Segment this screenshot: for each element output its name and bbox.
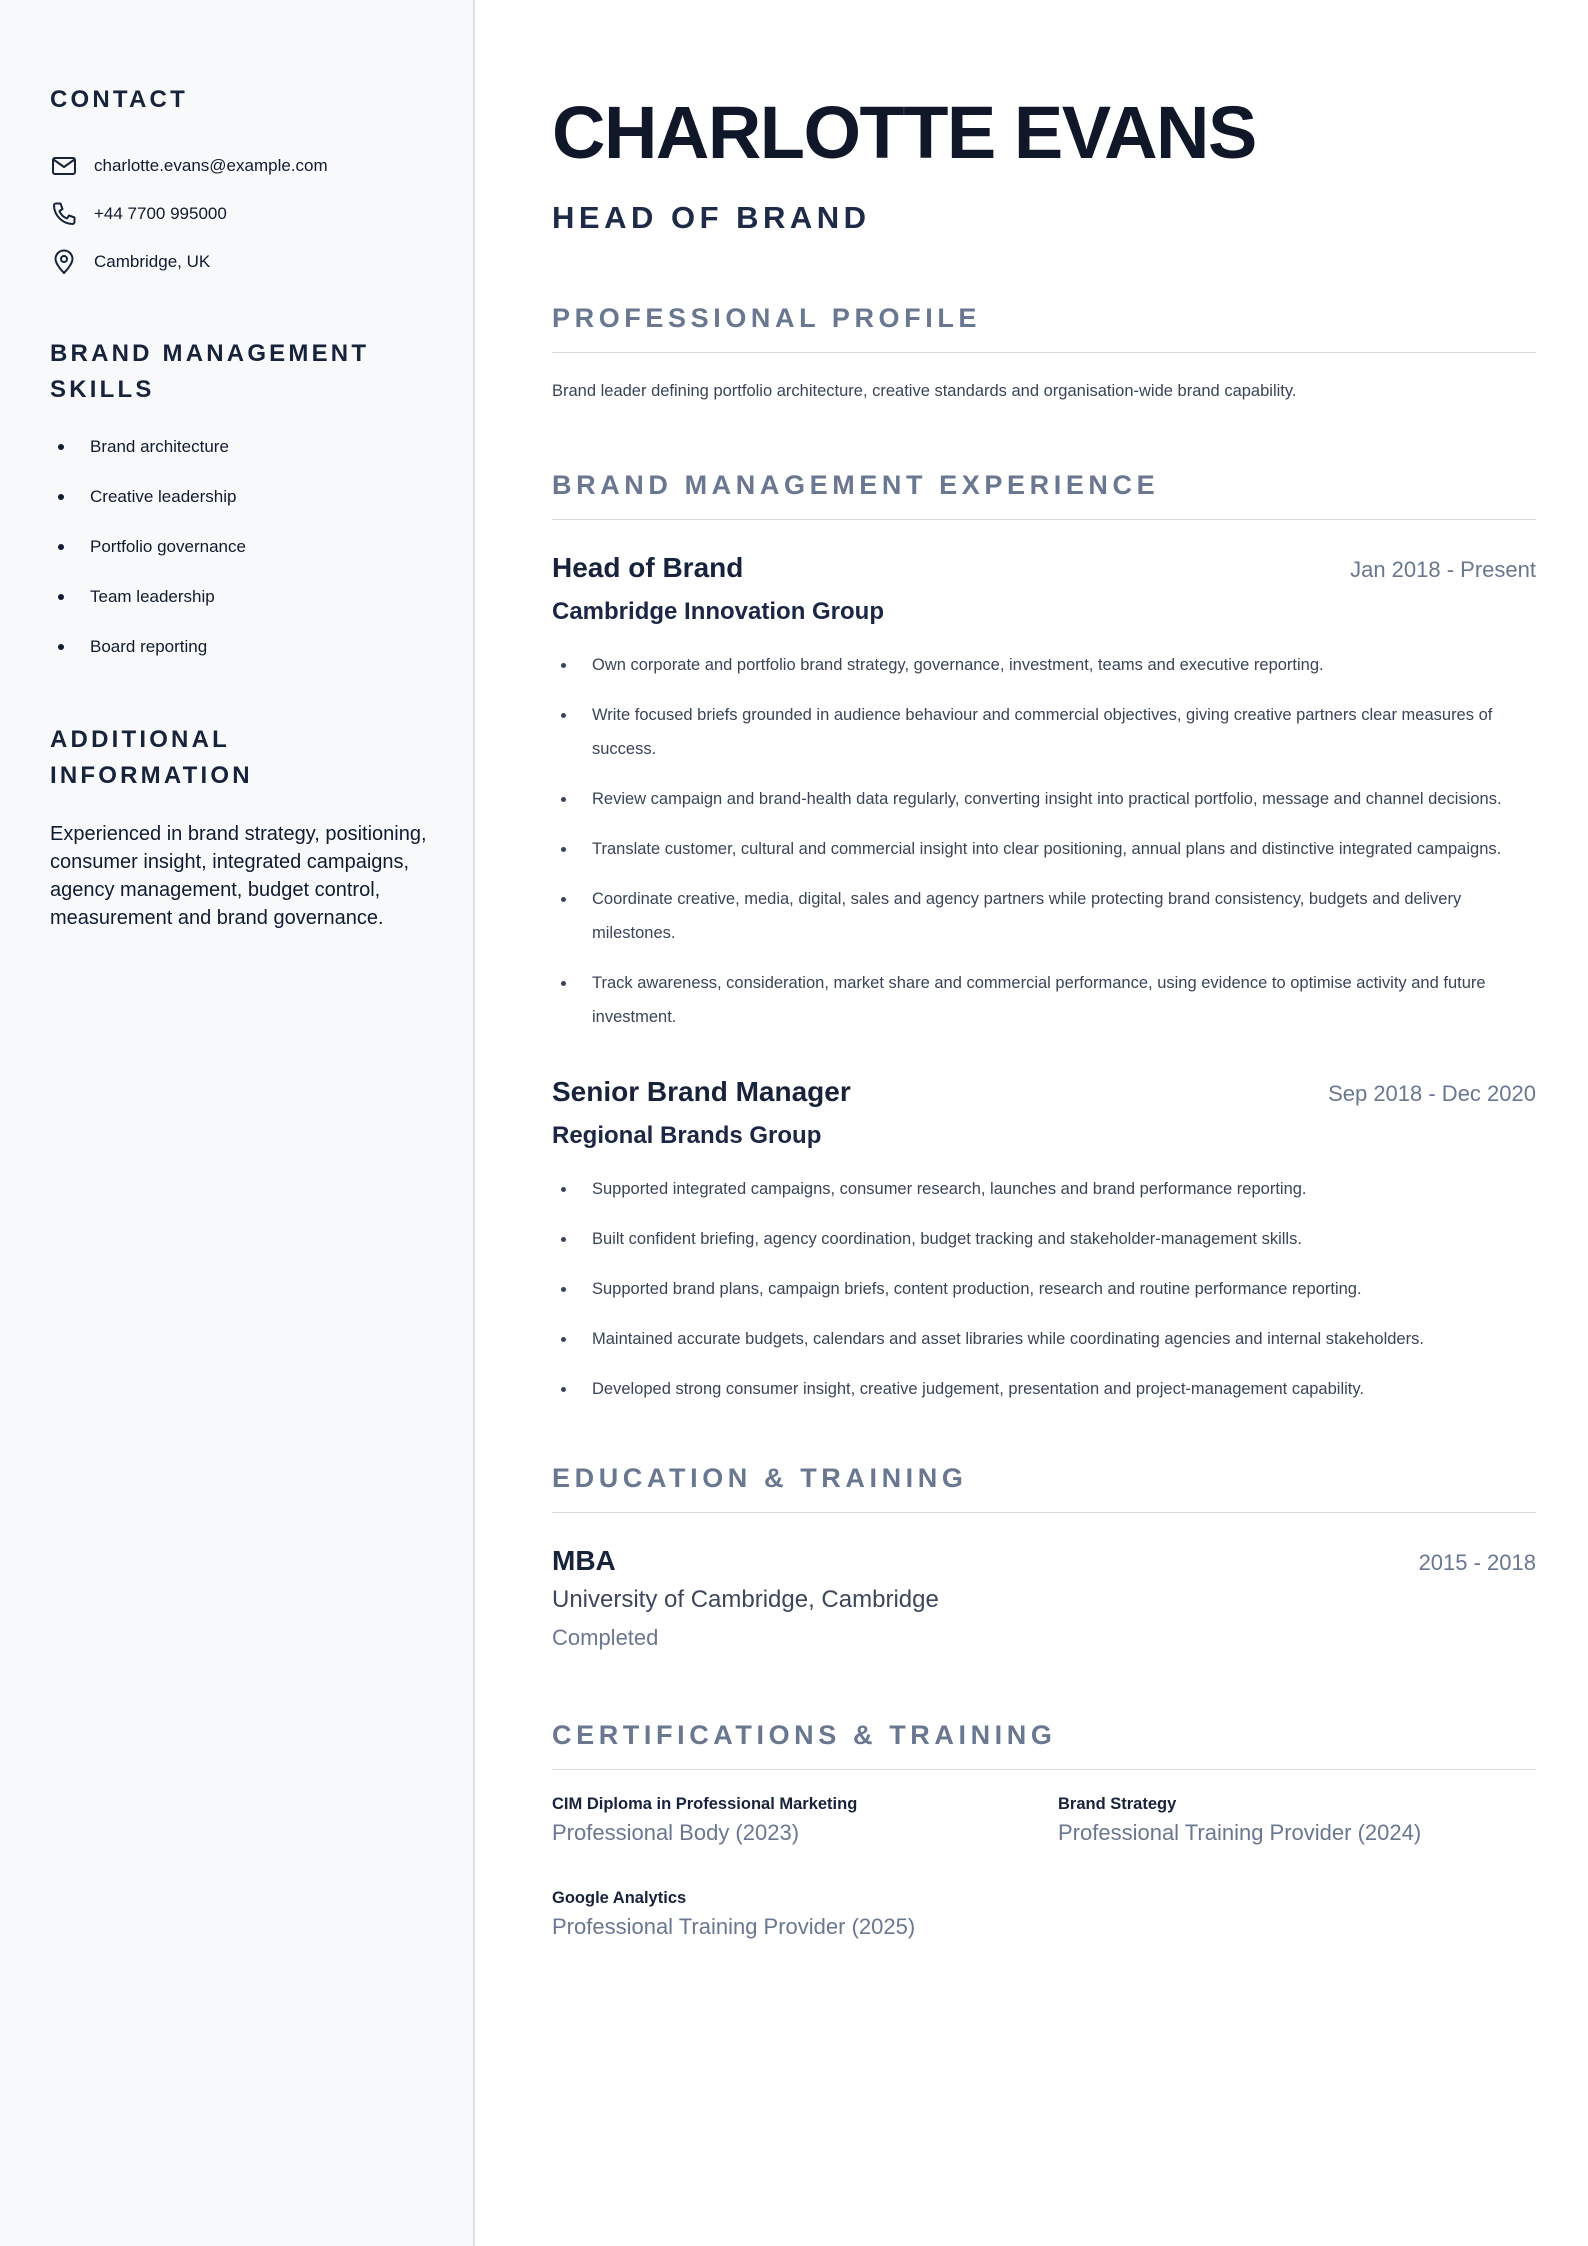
job-bullet: Write focused briefs grounded in audience behaviour and commercial objectives, giving creative partners clear measures of success.	[552, 698, 1536, 766]
certification-name: CIM Diploma in Professional Marketing	[552, 1795, 858, 1813]
candidate-name: CHARLOTTE EVANS	[552, 91, 1256, 174]
job-bullets	[552, 1172, 1536, 1406]
contact-phone-row	[50, 190, 423, 238]
skills-heading: BRAND MANAGEMENT SKILLS	[50, 340, 370, 403]
job-bullet: Translate customer, cultural and commercial insight into clear positioning, annual plans and distinctive integrated campaigns.	[552, 832, 1536, 866]
skill-item: Creative leadership	[50, 482, 423, 532]
job-bullet: Maintained accurate budgets, calendars and asset libraries while coordinating agencies and internal stakeholders.	[552, 1322, 1536, 1356]
certification-issuer: Professional Training Provider (2025)	[552, 1914, 916, 1939]
certification-issuer: Professional Training Provider (2024)	[1058, 1820, 1422, 1845]
certification-item	[1058, 1792, 1536, 1848]
job-bullet: Built confident briefing, agency coordination, budget tracking and stakeholder-management skills.	[552, 1222, 1536, 1256]
skill-item: Board reporting	[50, 632, 423, 682]
job-bullet: Supported integrated campaigns, consumer research, launches and brand performance reporting.	[552, 1172, 1536, 1206]
job-bullet: Developed strong consumer insight, creative judgement, presentation and project-management capability.	[552, 1372, 1536, 1406]
education-degree: MBA	[552, 1545, 616, 1576]
skill-item: Team leadership	[50, 582, 423, 632]
contact-location: Cambridge, UK	[94, 252, 211, 271]
job-dates: Sep 2018 - Dec 2020	[1328, 1081, 1536, 1106]
skill-item: Brand architecture	[50, 432, 423, 482]
job-bullet: Review campaign and brand-health data regularly, converting insight into practical portfolio, message and channel decisions.	[552, 782, 1536, 816]
job-company: Cambridge Innovation Group	[552, 598, 885, 625]
mail-icon	[50, 152, 78, 180]
job-company: Regional Brands Group	[552, 1122, 822, 1149]
skills-list	[50, 432, 423, 682]
contact-location-row	[50, 238, 423, 286]
job-bullet: Own corporate and portfolio brand strategy, governance, investment, teams and executive reporting.	[552, 648, 1536, 682]
contact-phone[interactable]: +44 7700 995000	[94, 204, 227, 223]
sidebar	[0, 0, 475, 2246]
certification-name: Brand Strategy	[1058, 1795, 1177, 1813]
job-title: Head of Brand	[552, 552, 744, 583]
job-bullet: Supported brand plans, campaign briefs, content production, research and routine performance reporting.	[552, 1272, 1536, 1306]
contact-email-row	[50, 142, 423, 190]
experience-heading: BRAND MANAGEMENT EXPERIENCE	[552, 467, 1536, 520]
candidate-role: HEAD OF BRAND	[552, 200, 871, 235]
main-content	[552, 0, 1536, 1942]
contact-list	[50, 142, 423, 286]
job-entry	[552, 550, 1536, 1034]
job-entry	[552, 1074, 1536, 1406]
job-bullet: Track awareness, consideration, market share and commercial performance, using evidence to optimise activity and future investment.	[552, 966, 1536, 1034]
phone-icon	[50, 200, 78, 228]
profile-text: Brand leader defining portfolio architecture, creative standards and organisation-wide brand capability.	[552, 382, 1297, 400]
additional-info-text: Experienced in brand strategy, positioning, consumer insight, integrated campaigns, agency management, budget control, measurement and brand governance.	[50, 823, 427, 929]
certification-item	[552, 1792, 1058, 1848]
job-dates: Jan 2018 - Present	[1350, 557, 1536, 582]
certification-name: Google Analytics	[552, 1889, 687, 1907]
contact-email[interactable]: charlotte.evans@example.com	[94, 156, 328, 175]
education-heading: EDUCATION & TRAINING	[552, 1460, 1536, 1513]
certification-issuer: Professional Body (2023)	[552, 1820, 800, 1845]
skill-item: Portfolio governance	[50, 532, 423, 582]
job-title: Senior Brand Manager	[552, 1076, 851, 1107]
job-bullets	[552, 648, 1536, 1034]
job-bullet: Coordinate creative, media, digital, sales and agency partners while protecting brand consistency, budgets and delivery milestones.	[552, 882, 1536, 950]
education-dates: 2015 - 2018	[1418, 1550, 1536, 1575]
education-status: Completed	[552, 1625, 659, 1650]
profile-heading: PROFESSIONAL PROFILE	[552, 300, 1536, 353]
certification-item	[552, 1886, 1058, 1942]
additional-info-heading: ADDITIONAL INFORMATION	[50, 726, 253, 789]
education-school: University of Cambridge, Cambridge	[552, 1586, 939, 1613]
education-entry	[552, 1543, 1536, 1655]
certifications-heading: CERTIFICATIONS & TRAINING	[552, 1717, 1536, 1770]
contact-heading: CONTACT	[50, 86, 188, 113]
location-pin-icon	[50, 248, 78, 276]
certifications-grid	[552, 1792, 1536, 1942]
